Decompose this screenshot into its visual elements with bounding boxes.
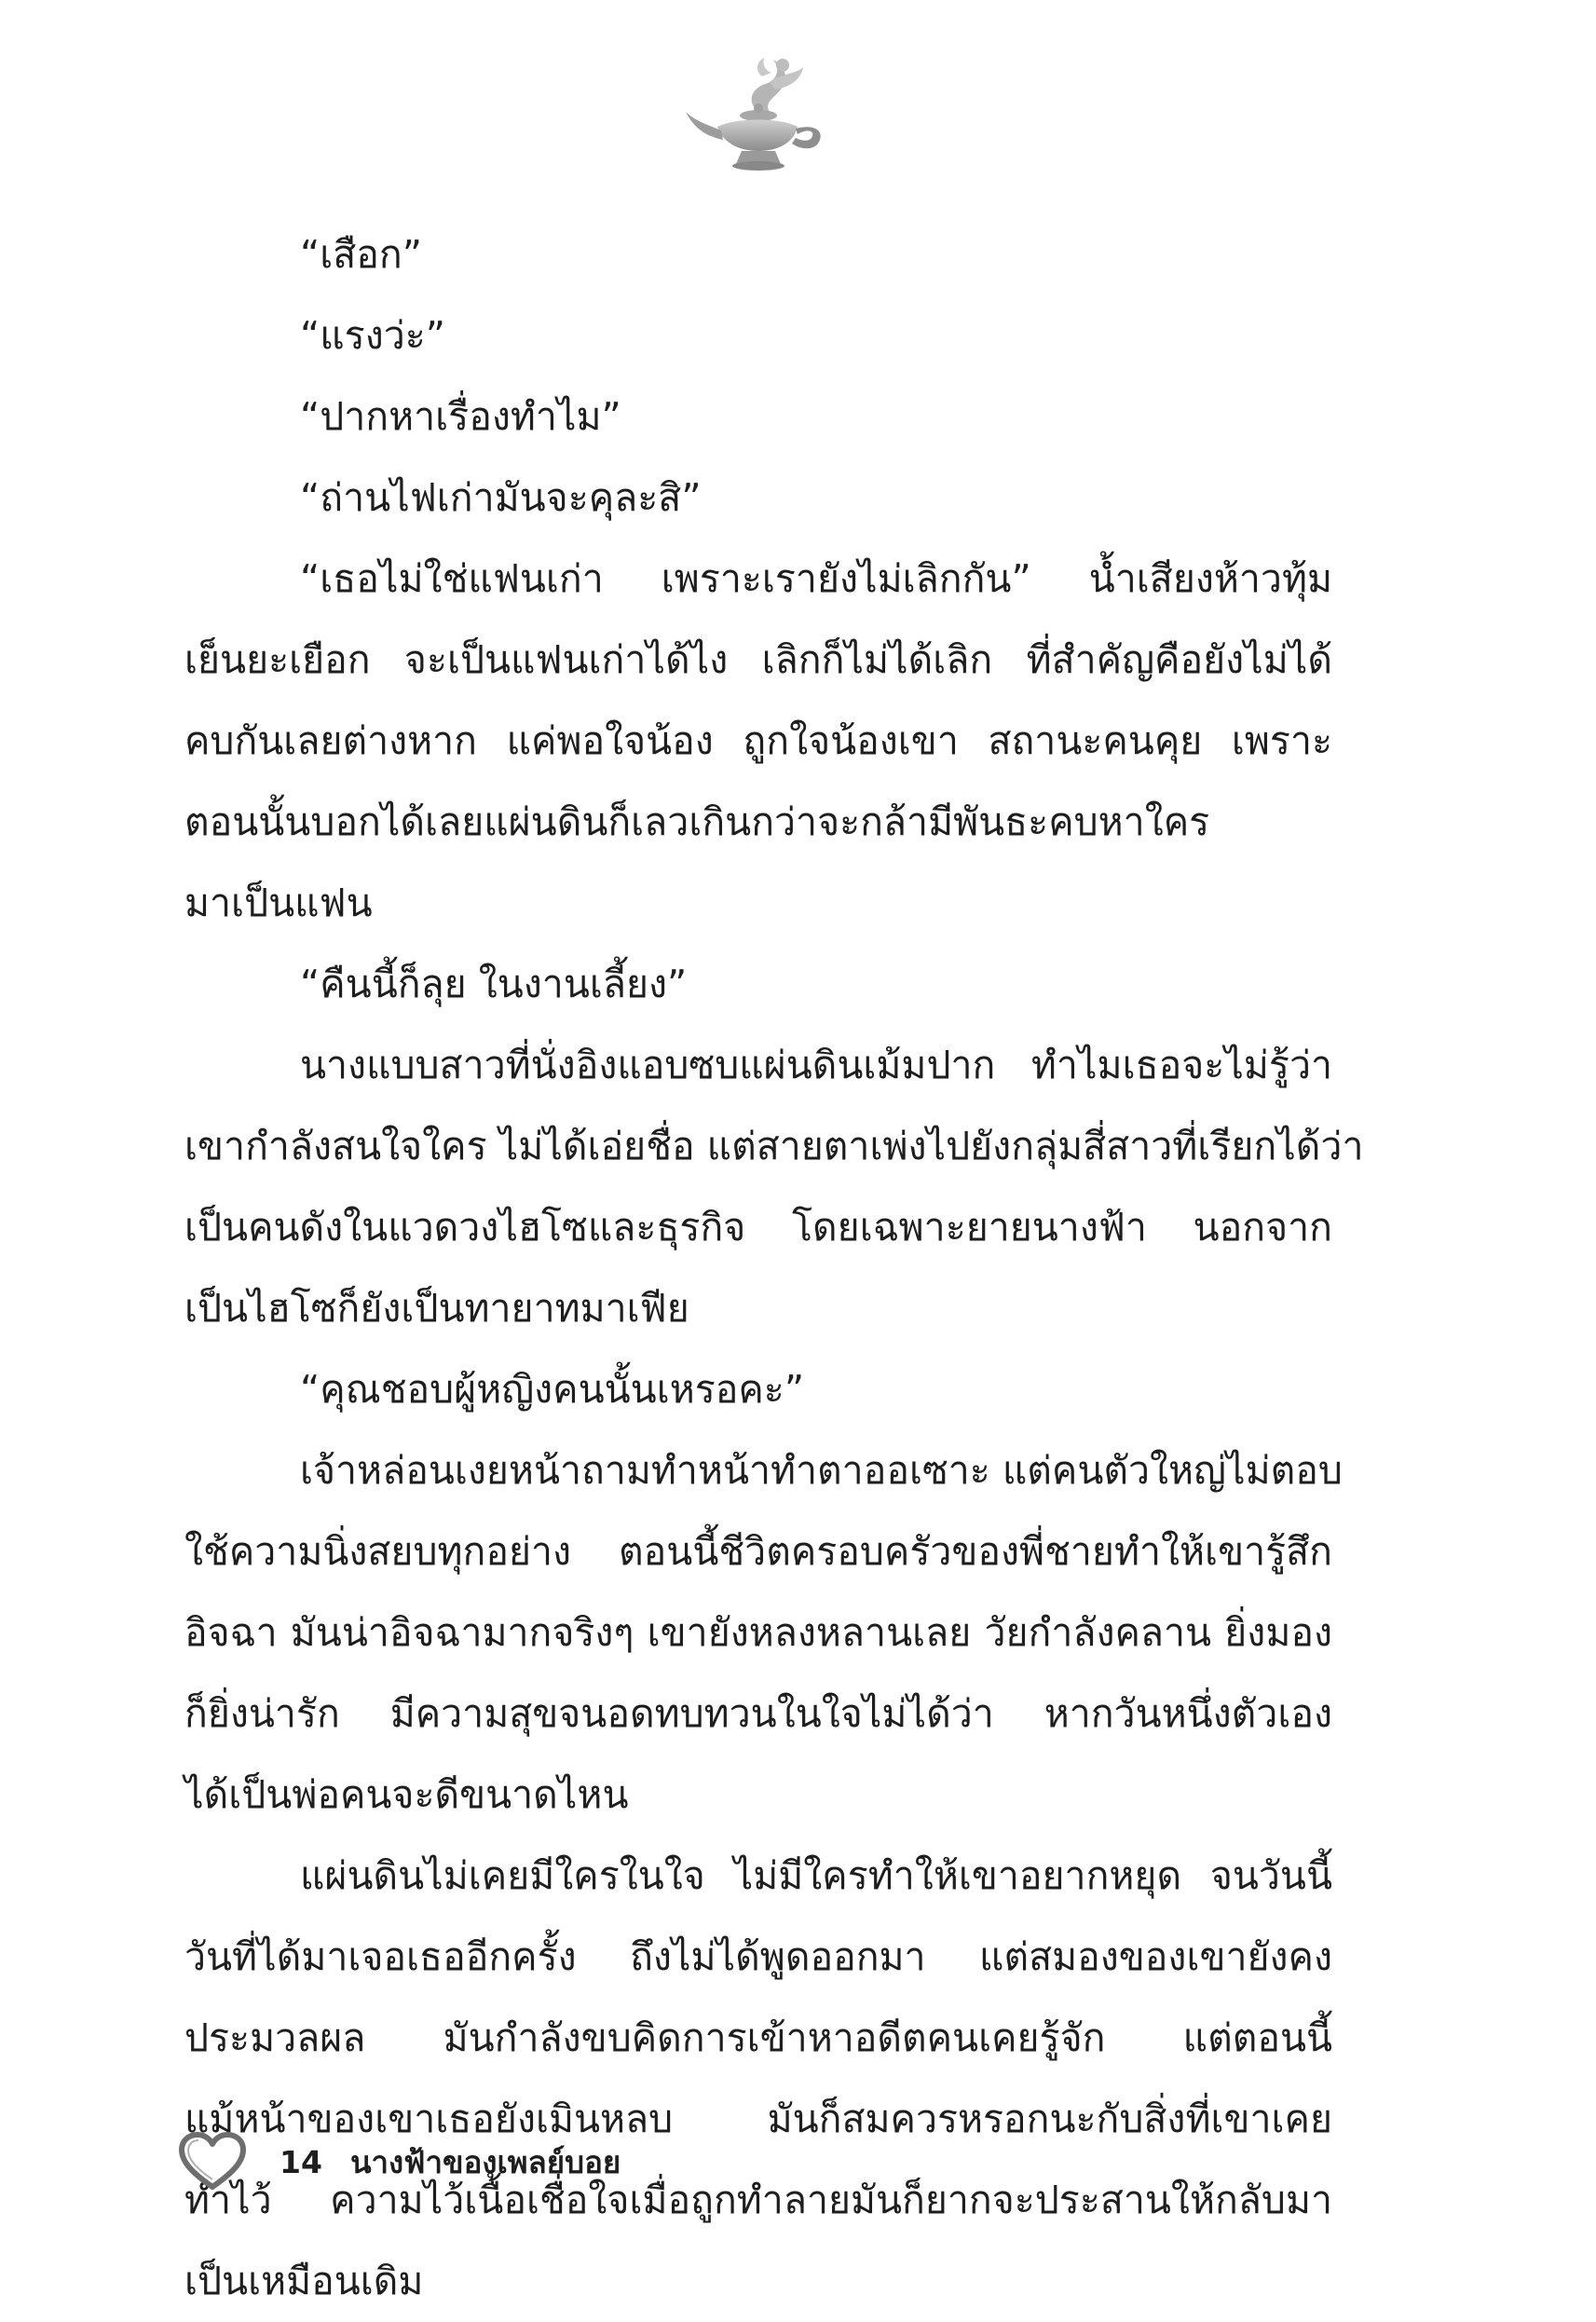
- text-line: เป็นคนดังในแวดวงไฮโซและธุรกิจ โดยเฉพาะยายนางฟ้า นอกจาก: [184, 1205, 1332, 1250]
- text-line: “แรงว่ะ”: [300, 313, 445, 358]
- genie-lamp-icon: [680, 47, 839, 177]
- text-line: เจ้าหล่อนเงยหน้าถามทำหน้าทำตาออเซาะ แต่คนตัวใหญ่ไม่ตอบ: [300, 1448, 1343, 1493]
- text-line: แผ่นดินไม่เคยมีใครในใจ ไม่มีใครทำให้เขาอยากหยุด จนวันนี้: [300, 1853, 1332, 1898]
- text-line: แม้หน้าของเขาเธอยังเมินหลบ มันก็สมควรหรอกนะกับสิ่งที่เขาเคย: [184, 2097, 1332, 2141]
- text-line: ประมวลผล มันกำลังขบคิดการเข้าหาอดีตคนเคยรู้จัก แต่ตอนนี้: [184, 2015, 1332, 2060]
- text-line: “ถ่านไฟเก่ามันจะคุละสิ”: [300, 475, 702, 520]
- text-line: คบกันเลยต่างหาก แค่พอใจน้อง ถูกใจน้องเขา สถานะคนคุย เพราะ: [184, 718, 1332, 763]
- text-line: เป็นเหมือนเดิม: [184, 2259, 424, 2303]
- text-line: ก็ยิ่งน่ารัก มีความสุขจนอดทบทวนในใจไม่ได้ว่า หากวันหนึ่งตัวเอง: [184, 1691, 1332, 1736]
- text-line: “เธอไม่ใช่แฟนเก่า เพราะเรายังไม่เลิกกัน” น้ำเสียงห้าวทุ้ม: [300, 556, 1332, 601]
- text-line: ใช้ความนิ่งสยบทุกอย่าง ตอนนี้ชีวิตครอบครัวของพี่ชายทำให้เขารู้สึก: [184, 1529, 1332, 1574]
- text-line: มาเป็นแฟน: [184, 881, 373, 925]
- body-text: [184, 214, 1364, 2322]
- text-line: วันที่ได้มาเจอเธออีกครั้ง ถึงไม่ได้พูดออกมา แต่สมองของเขายังคง: [184, 1934, 1332, 1979]
- page-number: 14: [280, 2143, 322, 2180]
- text-line: ได้เป็นพ่อคนจะดีขนาดไหน: [184, 1772, 629, 1817]
- text-line: อิจฉา มันน่าอิจฉามากจริงๆ เขายังหลงหลานเลย วัยกำลังคลาน ยิ่งมอง: [184, 1610, 1332, 1655]
- text-line: เขากำลังสนใจใคร ไม่ได้เอ่ยชื่อ แต่สายตาเพ่งไปยังกลุ่มสี่สาวที่เรียกได้ว่า: [184, 1124, 1364, 1168]
- text-line: ทำไว้ ความไว้เนื้อเชื่อใจเมื่อถูกทำลายมันก็ยากจะประสานให้กลับมา: [184, 2178, 1332, 2222]
- text-line: นางแบบสาวที่นั่งอิงแอบซบแผ่นดินเม้มปาก ทำไมเธอจะไม่รู้ว่า: [300, 1043, 1332, 1087]
- text-line: ตอนนั้นบอกได้เลยแผ่นดินก็เลวเกินกว่าจะกล้ามีพันธะคบหาใคร: [184, 799, 1210, 844]
- text-line: เย็นยะเยือก จะเป็นแฟนเก่าได้ไง เลิกก็ไม่ได้เลิก ที่สำคัญคือยังไม่ได้: [184, 637, 1332, 682]
- page-footer: [177, 2129, 621, 2194]
- text-line: “คืนนี้ก็ลุย ในงานเลี้ยง”: [300, 962, 688, 1006]
- book-title: นางฟ้าของเพลย์บอย: [349, 2143, 621, 2180]
- heart-outline-icon: [177, 2131, 248, 2192]
- text-line: “คุณชอบผู้หญิงคนนั้นเหรอคะ”: [300, 1367, 805, 1412]
- text-line: เป็นไฮโซก็ยังเป็นทายาทมาเฟีย: [184, 1286, 689, 1331]
- text-line: “เสือก”: [300, 232, 422, 277]
- text-line: “ปากหาเรื่องทำไม”: [300, 394, 621, 439]
